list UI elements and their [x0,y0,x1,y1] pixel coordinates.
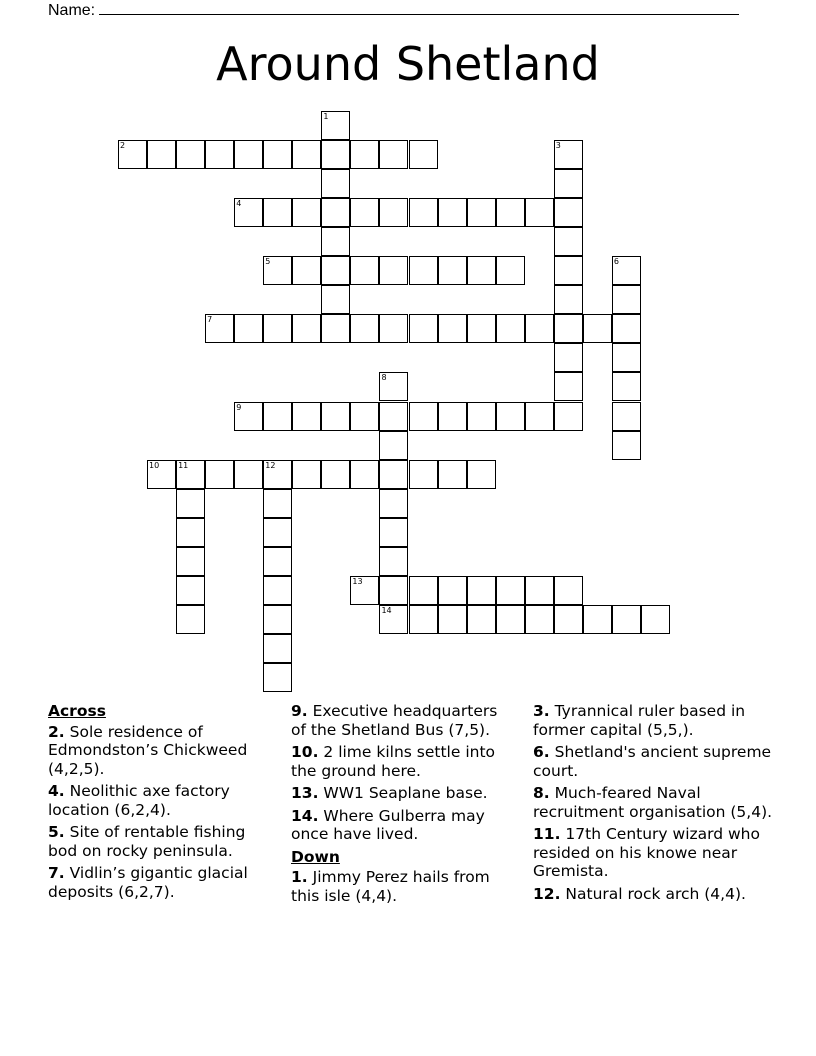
name-label: Name: [48,2,96,19]
clue [533,702,773,739]
clue [533,743,773,780]
clue-number: 1. [291,868,308,886]
clue [291,784,516,803]
cell-number: 13 [352,576,363,586]
grid-cell[interactable] [525,198,554,227]
grid-cell[interactable] [379,256,408,285]
grid-cell[interactable] [467,576,496,605]
grid-cell[interactable] [438,256,467,285]
grid-cell[interactable] [234,140,263,169]
clue-number: 2. [48,722,65,741]
cell-number: 7 [207,315,213,325]
grid-cell[interactable] [525,402,554,431]
grid-cell[interactable] [438,576,467,605]
grid-cell[interactable] [554,372,583,401]
clue [48,864,278,901]
grid-cell[interactable] [176,460,205,489]
clue-number: 3. [533,702,550,720]
clue-number: 12. [533,884,561,903]
grid-cell[interactable] [583,605,612,634]
grid-cell[interactable] [234,314,263,343]
grid-cell[interactable] [554,605,583,634]
grid-cell[interactable] [321,198,350,227]
grid-cell[interactable] [263,314,292,343]
grid-cell[interactable] [554,256,583,285]
grid-cell[interactable] [292,402,321,431]
grid-cell[interactable] [409,314,438,343]
grid-cell[interactable] [409,460,438,489]
cell-number: 11 [178,460,189,470]
cell-number: 2 [120,141,126,151]
grid-cell[interactable] [263,605,292,634]
grid-cell[interactable] [263,576,292,605]
grid-cell[interactable] [554,140,583,169]
grid-cell[interactable] [409,198,438,227]
clue-number: 11. [533,825,561,843]
cell-number: 8 [381,373,387,383]
grid-cell[interactable] [438,402,467,431]
grid-cell[interactable] [612,285,641,314]
grid-cell[interactable] [205,314,234,343]
grid-cell[interactable] [467,256,496,285]
grid-cell[interactable] [379,460,408,489]
cell-number: 4 [236,199,242,209]
clue-text: Executive headquarters of the Shetland Bus (7,5). [291,702,498,739]
grid-cell[interactable] [176,605,205,634]
grid-cell[interactable] [292,140,321,169]
grid-cell[interactable] [321,227,350,256]
grid-cell[interactable] [263,547,292,576]
clue-number: 9. [291,702,308,720]
grid-cell[interactable] [263,518,292,547]
grid-cell[interactable] [496,256,525,285]
grid-cell[interactable] [379,198,408,227]
grid-cell[interactable] [496,576,525,605]
grid-cell[interactable] [612,372,641,401]
grid-cell[interactable] [205,140,234,169]
clue [291,743,516,780]
grid-cell[interactable] [234,402,263,431]
grid-cell[interactable] [438,198,467,227]
clue-number: 5. [48,823,65,841]
grid-cell[interactable] [409,402,438,431]
grid-cell[interactable] [554,314,583,343]
grid-cell[interactable] [554,343,583,372]
cell-number: 6 [613,257,619,267]
grid-cell[interactable] [263,634,292,663]
grid-cell[interactable] [350,198,379,227]
grid-cell[interactable] [467,198,496,227]
clue [533,784,773,821]
clue-number: 7. [48,864,65,882]
across-heading: Across [48,702,106,720]
grid-cell[interactable] [321,402,350,431]
grid-cell[interactable] [438,314,467,343]
clue-text: Vidlin’s gigantic glacial deposits (6,2,7). [48,864,248,901]
cell-number: 5 [265,257,271,267]
grid-cell[interactable] [350,402,379,431]
cell-number: 9 [236,402,242,412]
cell-number: 10 [149,460,160,470]
grid-cell[interactable] [234,460,263,489]
grid-cell[interactable] [321,111,350,140]
grid-cell[interactable] [379,605,408,634]
grid-cell[interactable] [147,140,176,169]
clue-text: 2 lime kilns settle into the ground here. [291,743,496,780]
grid-cell[interactable] [641,605,670,634]
grid-cell[interactable] [321,169,350,198]
grid-cell[interactable] [321,256,350,285]
grid-cell[interactable] [176,576,205,605]
grid-cell[interactable] [496,314,525,343]
grid-cell[interactable] [554,402,583,431]
clue [291,702,516,739]
grid-cell[interactable] [554,169,583,198]
grid-cell[interactable] [467,402,496,431]
grid-cell[interactable] [612,314,641,343]
clue-text: Neolithic axe factory location (6,2,4). [48,782,230,819]
grid-cell[interactable] [554,576,583,605]
grid-cell[interactable] [263,140,292,169]
grid-cell[interactable] [263,198,292,227]
grid-cell[interactable] [612,431,641,460]
grid-cell[interactable] [379,372,408,401]
cell-number: 1 [323,112,329,121]
clue-text: 17th Century wizard who resided on his knowe near Gremista. [533,825,760,880]
grid-cell[interactable] [438,605,467,634]
grid-cell[interactable] [467,460,496,489]
grid-cell[interactable] [292,460,321,489]
clue-number: 13. [291,784,319,802]
grid-cell[interactable] [263,402,292,431]
clue [291,868,516,905]
clue-text: Sole residence of Edmondston’s Chickweed (4,2,5). [48,722,248,778]
grid-cell[interactable] [525,605,554,634]
clue-number: 14. [291,806,319,825]
grid-cell[interactable] [467,314,496,343]
clue-text: WW1 Seaplane base. [323,784,488,802]
grid-cell[interactable] [379,140,408,169]
grid-cell[interactable] [176,547,205,576]
grid-cell[interactable] [263,663,292,692]
grid-cell[interactable] [321,460,350,489]
grid-cell[interactable] [321,314,350,343]
clue [533,885,773,904]
clue-text: Site of rentable fishing bod on rocky peninsula. [48,823,246,860]
clue-text: Shetland's ancient supreme court. [533,743,772,780]
grid-cell[interactable] [292,256,321,285]
grid-cell[interactable] [496,402,525,431]
grid-cell[interactable] [525,576,554,605]
clue [48,723,278,779]
clue-text: Natural rock arch (4,4). [565,884,746,903]
grid-cell[interactable] [118,140,147,169]
grid-cell[interactable] [321,285,350,314]
grid-cell[interactable] [409,256,438,285]
grid-cell[interactable] [350,140,379,169]
grid-cell[interactable] [379,547,408,576]
grid-cell[interactable] [350,576,379,605]
cell-number: 12 [265,460,276,470]
grid-cell[interactable] [467,605,496,634]
grid-cell[interactable] [263,256,292,285]
grid-cell[interactable] [496,198,525,227]
page-title: Around Shetland [216,37,600,91]
grid-cell[interactable] [409,140,438,169]
grid-cell[interactable] [350,460,379,489]
grid-cell[interactable] [583,314,612,343]
grid-cell[interactable] [379,576,408,605]
grid-cell[interactable] [438,460,467,489]
grid-cell[interactable] [409,576,438,605]
cell-number: 3 [555,141,561,151]
grid-cell[interactable] [612,605,641,634]
grid-cell[interactable] [496,605,525,634]
grid-cell[interactable] [554,198,583,227]
clue-text: Much-feared Naval recruitment organisation (5,4). [533,784,773,821]
grid-cell[interactable] [350,314,379,343]
grid-cell[interactable] [176,518,205,547]
clue-column-1 [48,702,278,905]
grid-cell[interactable] [263,460,292,489]
grid-cell[interactable] [525,314,554,343]
grid-cell[interactable] [176,140,205,169]
clue [291,807,516,844]
grid-cell[interactable] [409,605,438,634]
grid-cell[interactable] [147,460,176,489]
clue-number: 4. [48,782,65,800]
grid-cell[interactable] [321,140,350,169]
down-heading: Down [291,847,340,866]
grid-cell[interactable] [263,489,292,518]
clue-number: 10. [291,743,319,761]
grid-cell[interactable] [554,227,583,256]
clue-text: Where Gulberra may once have lived. [291,806,485,843]
grid-cell[interactable] [234,198,263,227]
clue-column-3 [533,702,773,907]
grid-cell[interactable] [612,402,641,431]
grid-cell[interactable] [379,402,408,431]
clue [48,823,278,860]
grid-cell[interactable] [612,343,641,372]
clue-number: 8. [533,784,550,802]
grid-cell[interactable] [554,285,583,314]
clue [533,825,773,881]
grid-cell[interactable] [292,198,321,227]
grid-cell[interactable] [379,314,408,343]
grid-cell[interactable] [292,314,321,343]
grid-cell[interactable] [379,518,408,547]
clue-column-2 [291,702,516,909]
clue [48,782,278,819]
grid-cell[interactable] [350,256,379,285]
cell-number: 14 [381,605,392,615]
clue-text: Tyrannical ruler based in former capital (5,5,). [533,702,746,739]
grid-cell[interactable] [176,489,205,518]
grid-cell[interactable] [205,460,234,489]
grid-cell[interactable] [612,256,641,285]
clue-number: 6. [533,743,550,761]
clue-text: Jimmy Perez hails from this isle (4,4). [291,868,490,905]
grid-cell[interactable] [379,489,408,518]
grid-cell[interactable] [379,431,408,460]
